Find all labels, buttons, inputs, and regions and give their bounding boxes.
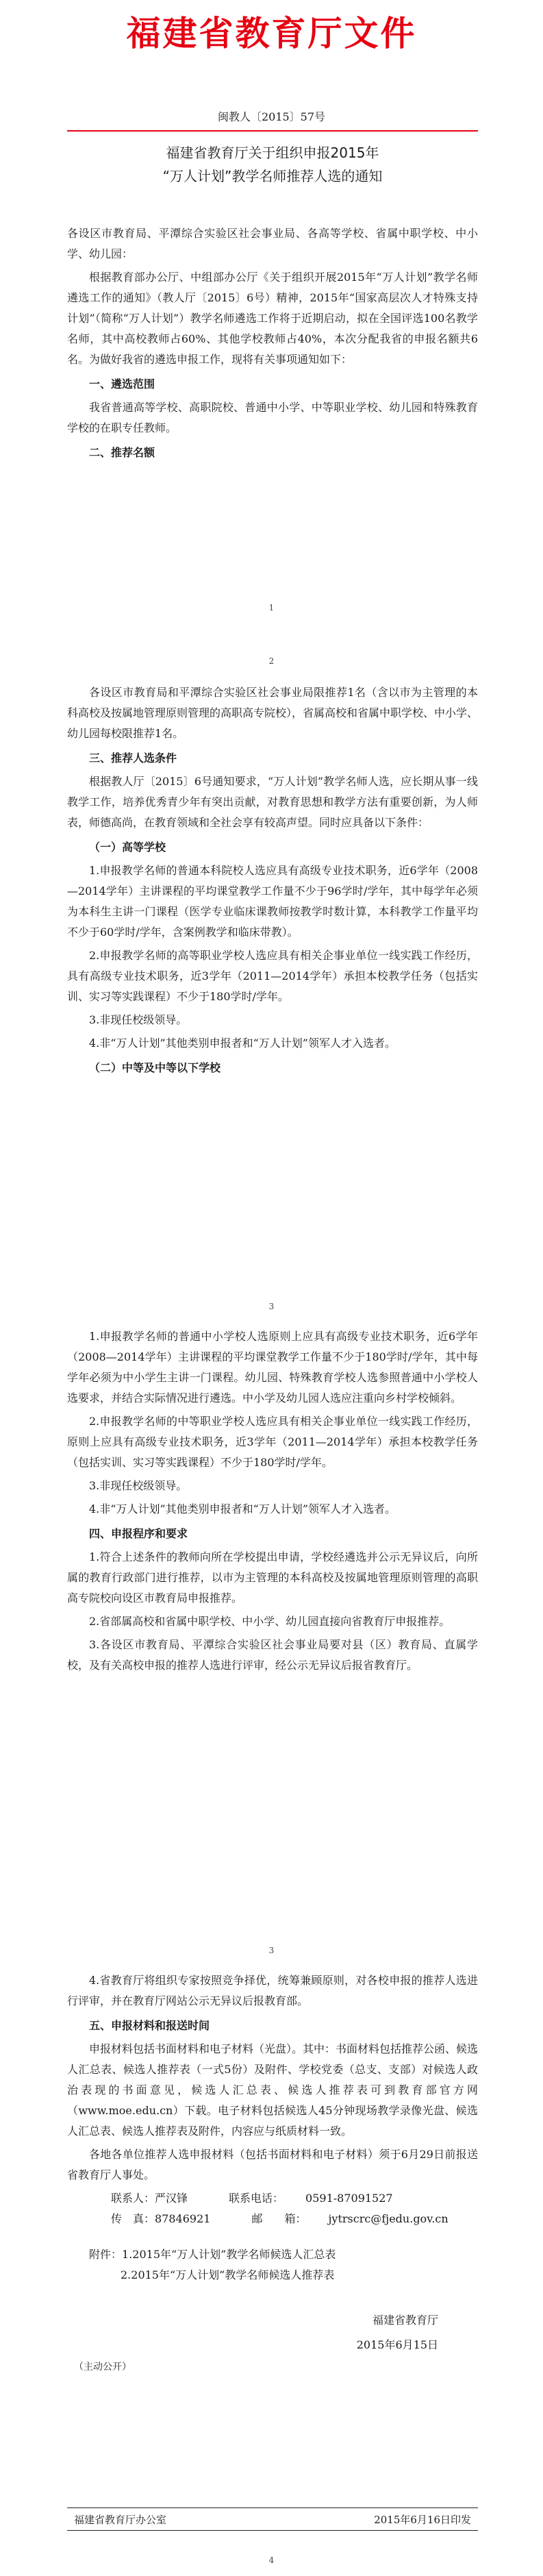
contact-phone-label: 联系电话： [229, 2192, 284, 2205]
signature-block [67, 2302, 478, 2377]
section-1-heading: 一、遴选范围 [89, 377, 155, 391]
section-4-item-3: 3.各设区市教育局、平潭综合实验区社会事业局要对县（区）教育局、直属学校，及有关高校申报的推荐人选进行评审，经公示无异议后报省教育厅。 [67, 1638, 478, 1672]
contact-phone: 0591-87091527 [305, 2192, 393, 2205]
subsection-1-item-2: 2.申报教学名师的高等职业学校人选应具有相关企事业单位一线实践工作经历，具有高级专业技术职务，近3学年（2011—2014学年）承担本校教学任务（包括实训、实习等实践课程）不少于180学时/学年。 [67, 949, 478, 1003]
public-note: （主动公开） [74, 2362, 131, 2373]
document-red-header: 福建省教育厅文件 [126, 14, 417, 53]
section-5-body-2: 各地各单位推荐人选申报材料（包括书面材料和电子材料）须于6月29日前报送省教育厅人事处。 [67, 2148, 478, 2181]
page-2 [0, 644, 543, 1288]
page-2-body [67, 682, 478, 1081]
section-5-body-1: 申报材料包括书面材料和电子材料（光盘）。其中：书面材料包括推荐公函、候选人汇总表、候选人推荐表（一式5份）及附件、学校党委（总支、支部）对候选人政治表现的书面意见，候选人汇总表、候选人推荐表可到教育部官方网（www.moe.edu.cn）下载。电子材料包括候选人45分钟现场教学录像光盘、候选人汇总表、候选人推荐表及附件，内容应与纸质材料一致。 [67, 2042, 479, 2138]
page-number-4-top: 3 [268, 1946, 275, 1955]
subsection-2-heading: （二）中等及中等以下学校 [89, 1061, 221, 1074]
section-3-heading: 三、推荐人选条件 [89, 752, 177, 765]
page-4-body [67, 1970, 478, 2377]
subsection-2-item-3: 3.非现任校级领导。 [89, 1479, 188, 1492]
page-number-4: 4 [268, 2555, 275, 2565]
subsection-2-item-1: 1.申报教学名师的普通中小学校人选原则上应具有高级专业技术职务，近6学年（2008—2014学年）主讲课程的平均课堂教学工作量不少于180学时/学年，其中每学年必须为中小学生主讲一门课程。幼儿园、特殊教育学校人选参照普通中小学校人选要求，并结合实际情况进行遴选。中小学及幼儿园人选应注重向乡村学校倾斜。 [67, 1330, 478, 1404]
attachments-label: 附件： [89, 2248, 123, 2261]
section-1-body: 我省普通高等学校、高职院校、普通中小学、中等职业学校、幼儿园和特殊教育学校的在职专任教师。 [67, 401, 478, 434]
section-4-item-4: 4.省教育厅将组织专家按照竞争择优，统筹兼顾原则，对各校申报的推荐人选进行评审，并在教育厅网站公示无异议后报教育部。 [67, 1974, 478, 2007]
page-1 [0, 0, 543, 644]
page-number-3: 3 [268, 1302, 275, 1311]
page-3 [0, 1288, 543, 1932]
section-5-heading: 五、申报材料和报送时间 [89, 2019, 210, 2032]
footer-print-date: 2015年6月16日印发 [374, 2514, 471, 2526]
email-address[interactable]: jytrscrc@fjedu.gov.cn [328, 2212, 449, 2225]
document-number: 闽教人〔2015〕57号 [217, 110, 326, 123]
notice-title-line-2: “万人计划”教学名师推荐人选的通知 [162, 168, 383, 184]
subsection-1-item-1: 1.申报教学名师的普通本科院校人选应具有高级专业技术职务，近6学年（2008—2014学年）主讲课程的平均课堂教学工作量不少于96学时/学年，其中每学年必须为本科生主讲一门课程（医学专业临床课教师按教学时数计算，本科教学工作量平均不少于60学时/学年，含案例教学和临床带教）。 [67, 864, 478, 939]
page-4 [0, 1932, 543, 2576]
recipients: 各设区市教育局、平潭综合实验区社会事业局、各高等学校、省属中职学校、中小学、幼儿园： [67, 227, 478, 260]
issuer: 福建省教育厅 [372, 2314, 438, 2327]
notice-title-line-1: 福建省教育厅关于组织申报2015年 [166, 145, 379, 161]
section-4-heading: 四、申报程序和要求 [89, 1527, 188, 1540]
email-label: 邮 箱： [251, 2212, 307, 2225]
page-number-2: 2 [268, 656, 275, 666]
page-3-body [67, 1326, 478, 1679]
contact-row-2 [67, 2209, 478, 2229]
attachment-1: 1.2015年“万人计划”教学名师候选人汇总表 [122, 2248, 336, 2261]
section-3-intro: 根据教人厅〔2015〕6号通知要求，“万人计划”教学名师人选，应长期从事一线教学工作，培养优秀青少年有突出贡献，对教育思想和教学方法有重要创新，为人师表，师德高尚，在教育领域和全社会享有较高声望。同时应具备以下条件： [67, 775, 478, 829]
subsection-2-item-2: 2.申报教学名师的中等职业学校人选应具有相关企事业单位一线实践工作经历，原则上应具有高级专业技术职务，近3学年（2011—2014学年）承担本校教学任务（包括实训、实习等实践课程）不少于180学时/学年。 [67, 1415, 478, 1469]
subsection-2-item-4: 4.非“万人计划”其他类别申报者和“万人计划”领军人才入选者。 [89, 1502, 396, 1515]
red-divider-rule [67, 130, 478, 132]
subsection-1-item-3: 3.非现任校级领导。 [89, 1013, 188, 1026]
page-number-1: 1 [268, 603, 275, 612]
footer-office: 福建省教育厅办公室 [74, 2514, 167, 2526]
fax: 传 真：87846921 [111, 2212, 211, 2225]
section-2-body: 各设区市教育局和平潭综合实验区社会事业局限推荐1名（含以市为主管理的本科高校及按属地管理原则管理的高职高专院校），省属高校和省属中职学校、中小学、幼儿园每校限推荐1名。 [67, 686, 479, 740]
section-4-item-1: 1.符合上述条件的教师向所在学校提出申请，学校经遴选并公示无异议后，向所属的教育行政部门进行推荐，以市为主管理的本科高校及按属地管理原则管理的高职高专院校向设区市教育局申报推荐。 [67, 1550, 478, 1605]
subsection-1-item-4: 4.非“万人计划”其他类别申报者和“万人计划”领军人才入选者。 [89, 1037, 396, 1050]
attachment-1-row [67, 2244, 478, 2265]
intro-paragraph: 根据教育部办公厅、中组部办公厅《关于组织开展2015年“万人计划”教学名师遴选工作的通知》（教人厅〔2015〕6号）精神，2015年“国家高层次人才特殊支持计划”（简称“万人计划”）教学名师遴选工作将于近期启动，拟在全国评选100名教学名师，其中高校教师占60%、其他学校教师占40%，本次分配我省的申报名额共6名。为做好我省的遴选申报工作，现将有关事项通知如下： [67, 271, 478, 366]
contact-row-1 [67, 2188, 478, 2209]
attachment-2: 2.2015年“万人计划”教学名师候选人推荐表 [121, 2268, 335, 2281]
section-2-heading: 二、推荐名额 [89, 446, 155, 459]
notice-title [67, 141, 478, 188]
section-4-item-2: 2.省部属高校和省属中职学校、中小学、幼儿园直接向省教育厅申报推荐。 [89, 1615, 451, 1628]
subsection-1-heading: （一）高等学校 [89, 841, 166, 854]
contact-person: 联系人：严汉锋 [111, 2192, 188, 2205]
page-1-body [67, 223, 478, 466]
print-footer [67, 2507, 478, 2531]
sign-date: 2015年6月15日 [356, 2338, 438, 2351]
